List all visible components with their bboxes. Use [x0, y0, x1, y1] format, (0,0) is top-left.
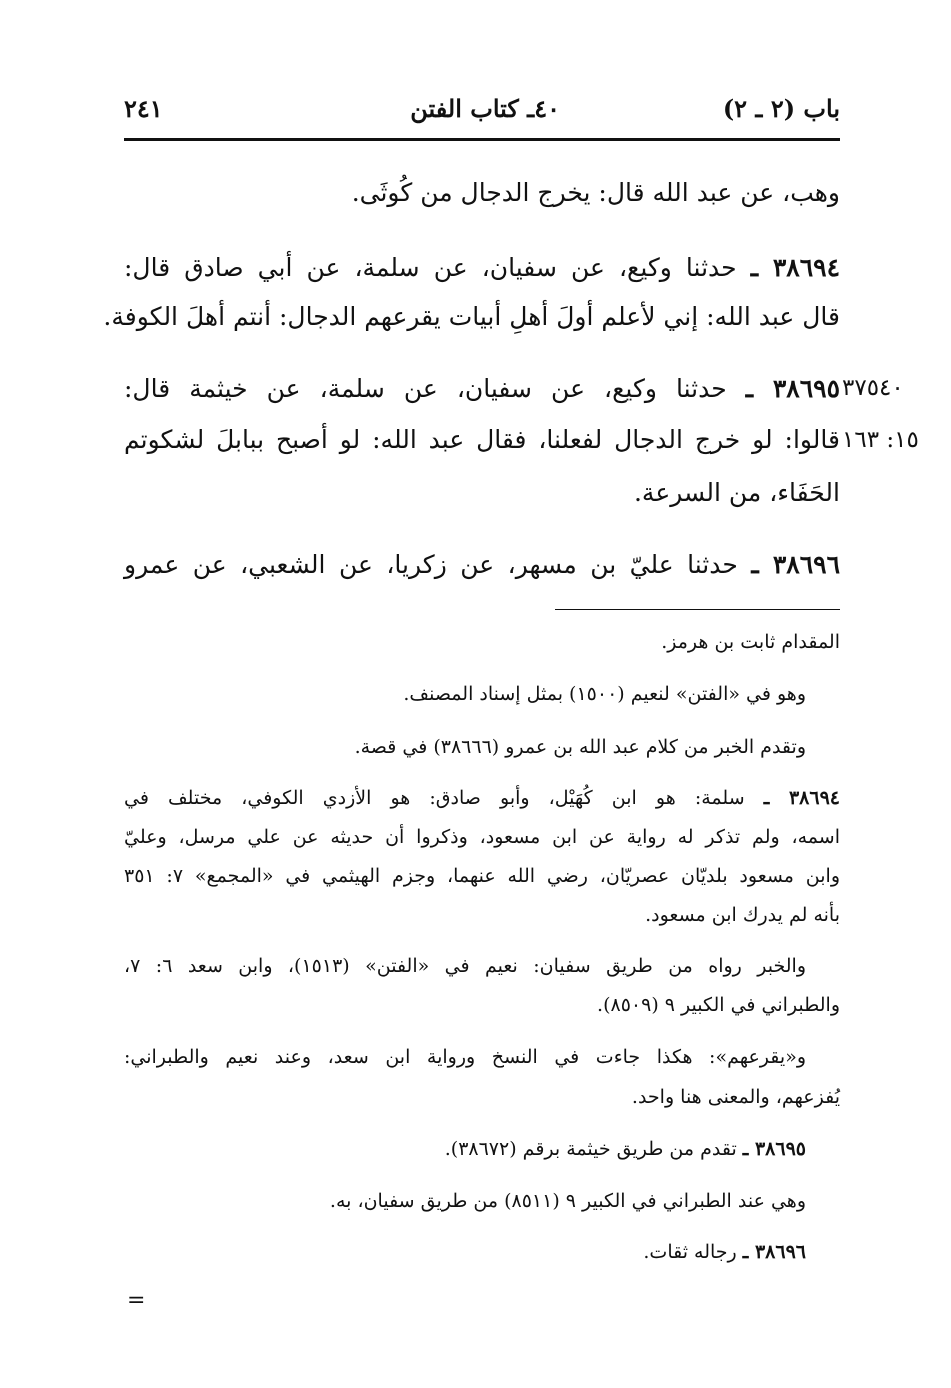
footnote-38694-line-2: اسمه، ولم تذكر له رواية عن ابن مسعود، وذكروا أن حديثه عن علي مرسل، وعليّ	[124, 826, 840, 848]
footnote-number: ٣٨٦٩٦ ـ	[742, 1241, 806, 1263]
footnote-line-10: و«يقرعهم»: هكذا جاءت في النسخ ورواية ابن سعد، وعند نعيم والطبراني:	[124, 1046, 806, 1068]
hadith-38694-line-2: قال عبد الله: إني لأعلم أولَ أهلِ أبيات يقرعهم الدجال: أنتم أهلَ الكوفة.	[103, 302, 840, 331]
hadith-number: ٣٨٦٩٤ ـ	[750, 253, 840, 282]
margin-ref-1: ٣٧٥٤٠	[842, 375, 904, 401]
continuation-mark: =	[127, 1288, 146, 1313]
margin-ref-2: ١٥: ١٦٣	[842, 427, 919, 453]
footnote-line-1: المقدام ثابت بن هرمز.	[661, 631, 840, 653]
footnote-line-9: والطبراني في الكبير ٩ (٨٥٠٩).	[597, 994, 840, 1016]
footnote-number: ٣٨٦٩٤ ـ	[763, 787, 840, 809]
hadith-number: ٣٨٦٩٦ ـ	[751, 550, 840, 579]
running-header	[124, 88, 840, 132]
footnote-38694-line-1: ٣٨٦٩٤ ـ سلمة: هو ابن كُهَيْل، وأبو صادق: هو الأزدي الكوفي، مختلف في	[124, 787, 840, 809]
page-number: ٢٤١	[124, 94, 163, 123]
hadith-38696-line-1: ٣٨٦٩٦ ـ حدثنا عليّ بن مسهر، عن زكريا، عن الشعبي، عن عمرو	[124, 550, 840, 579]
footnote-line-11: يُفزعهم، والمعنى هنا واحد.	[631, 1086, 840, 1108]
hadith-38695-line-2: قالوا: لو خرج الدجال لفعلنا، فقال عبد الله: لو أصبح ببابلَ لشكوتم	[124, 425, 840, 454]
hadith-38695-line-3: الحَفَاء، من السرعة.	[633, 478, 840, 507]
footnote-line-8: والخبر رواه من طريق سفيان: نعيم في «الفتن» (١٥١٣)، وابن سعد ٦: ٧،	[124, 955, 806, 977]
footnote-38694-line-4: بأنه لم يدرك ابن مسعود.	[645, 904, 840, 926]
footnote-number: ٣٨٦٩٥ ـ	[742, 1138, 806, 1160]
header-rule	[124, 138, 840, 141]
footnote-line-2: وهو في «الفتن» لنعيم (١٥٠٠) بمثل إسناد المصنف.	[403, 683, 806, 705]
book-title: ٤٠ـ كتاب الفتن	[410, 94, 560, 123]
footnote-38694-line-3: وابن مسعود بلديّان عصريّان، رضي الله عنهما، وجزم الهيثمي في «المجمع» ٧: ٣٥١	[124, 865, 840, 887]
hadith-38694-line-1: ٣٨٦٩٤ ـ حدثنا وكيع، عن سفيان، عن سلمة، عن أبي صادق قال:	[124, 253, 840, 282]
main-line-1: وهب، عن عبد الله قال: يخرج الدجال من كُوثَى.	[351, 178, 840, 207]
footnote-rule	[555, 609, 840, 610]
footnote-38696-line-1: ٣٨٦٩٦ ـ رجاله ثقات.	[643, 1241, 806, 1263]
footnote-38695-line-1: ٣٨٦٩٥ ـ تقدم من طريق خيثمة برقم (٣٨٦٧٢).	[444, 1138, 806, 1160]
footnote-line-13: وهي عند الطبراني في الكبير ٩ (٨٥١١) من طريق سفيان، به.	[329, 1190, 806, 1212]
chapter-heading: باب (٢ ـ ٢)	[722, 94, 840, 123]
hadith-number: ٣٨٦٩٥ ـ	[745, 374, 841, 403]
hadith-38695-line-1: ٣٨٦٩٥ ـ حدثنا وكيع، عن سفيان، عن سلمة، عن خيثمة قال:	[124, 374, 841, 403]
footnote-line-3: وتقدم الخبر من كلام عبد الله بن عمرو (٣٨٦٦٦) في قصة.	[354, 736, 806, 758]
